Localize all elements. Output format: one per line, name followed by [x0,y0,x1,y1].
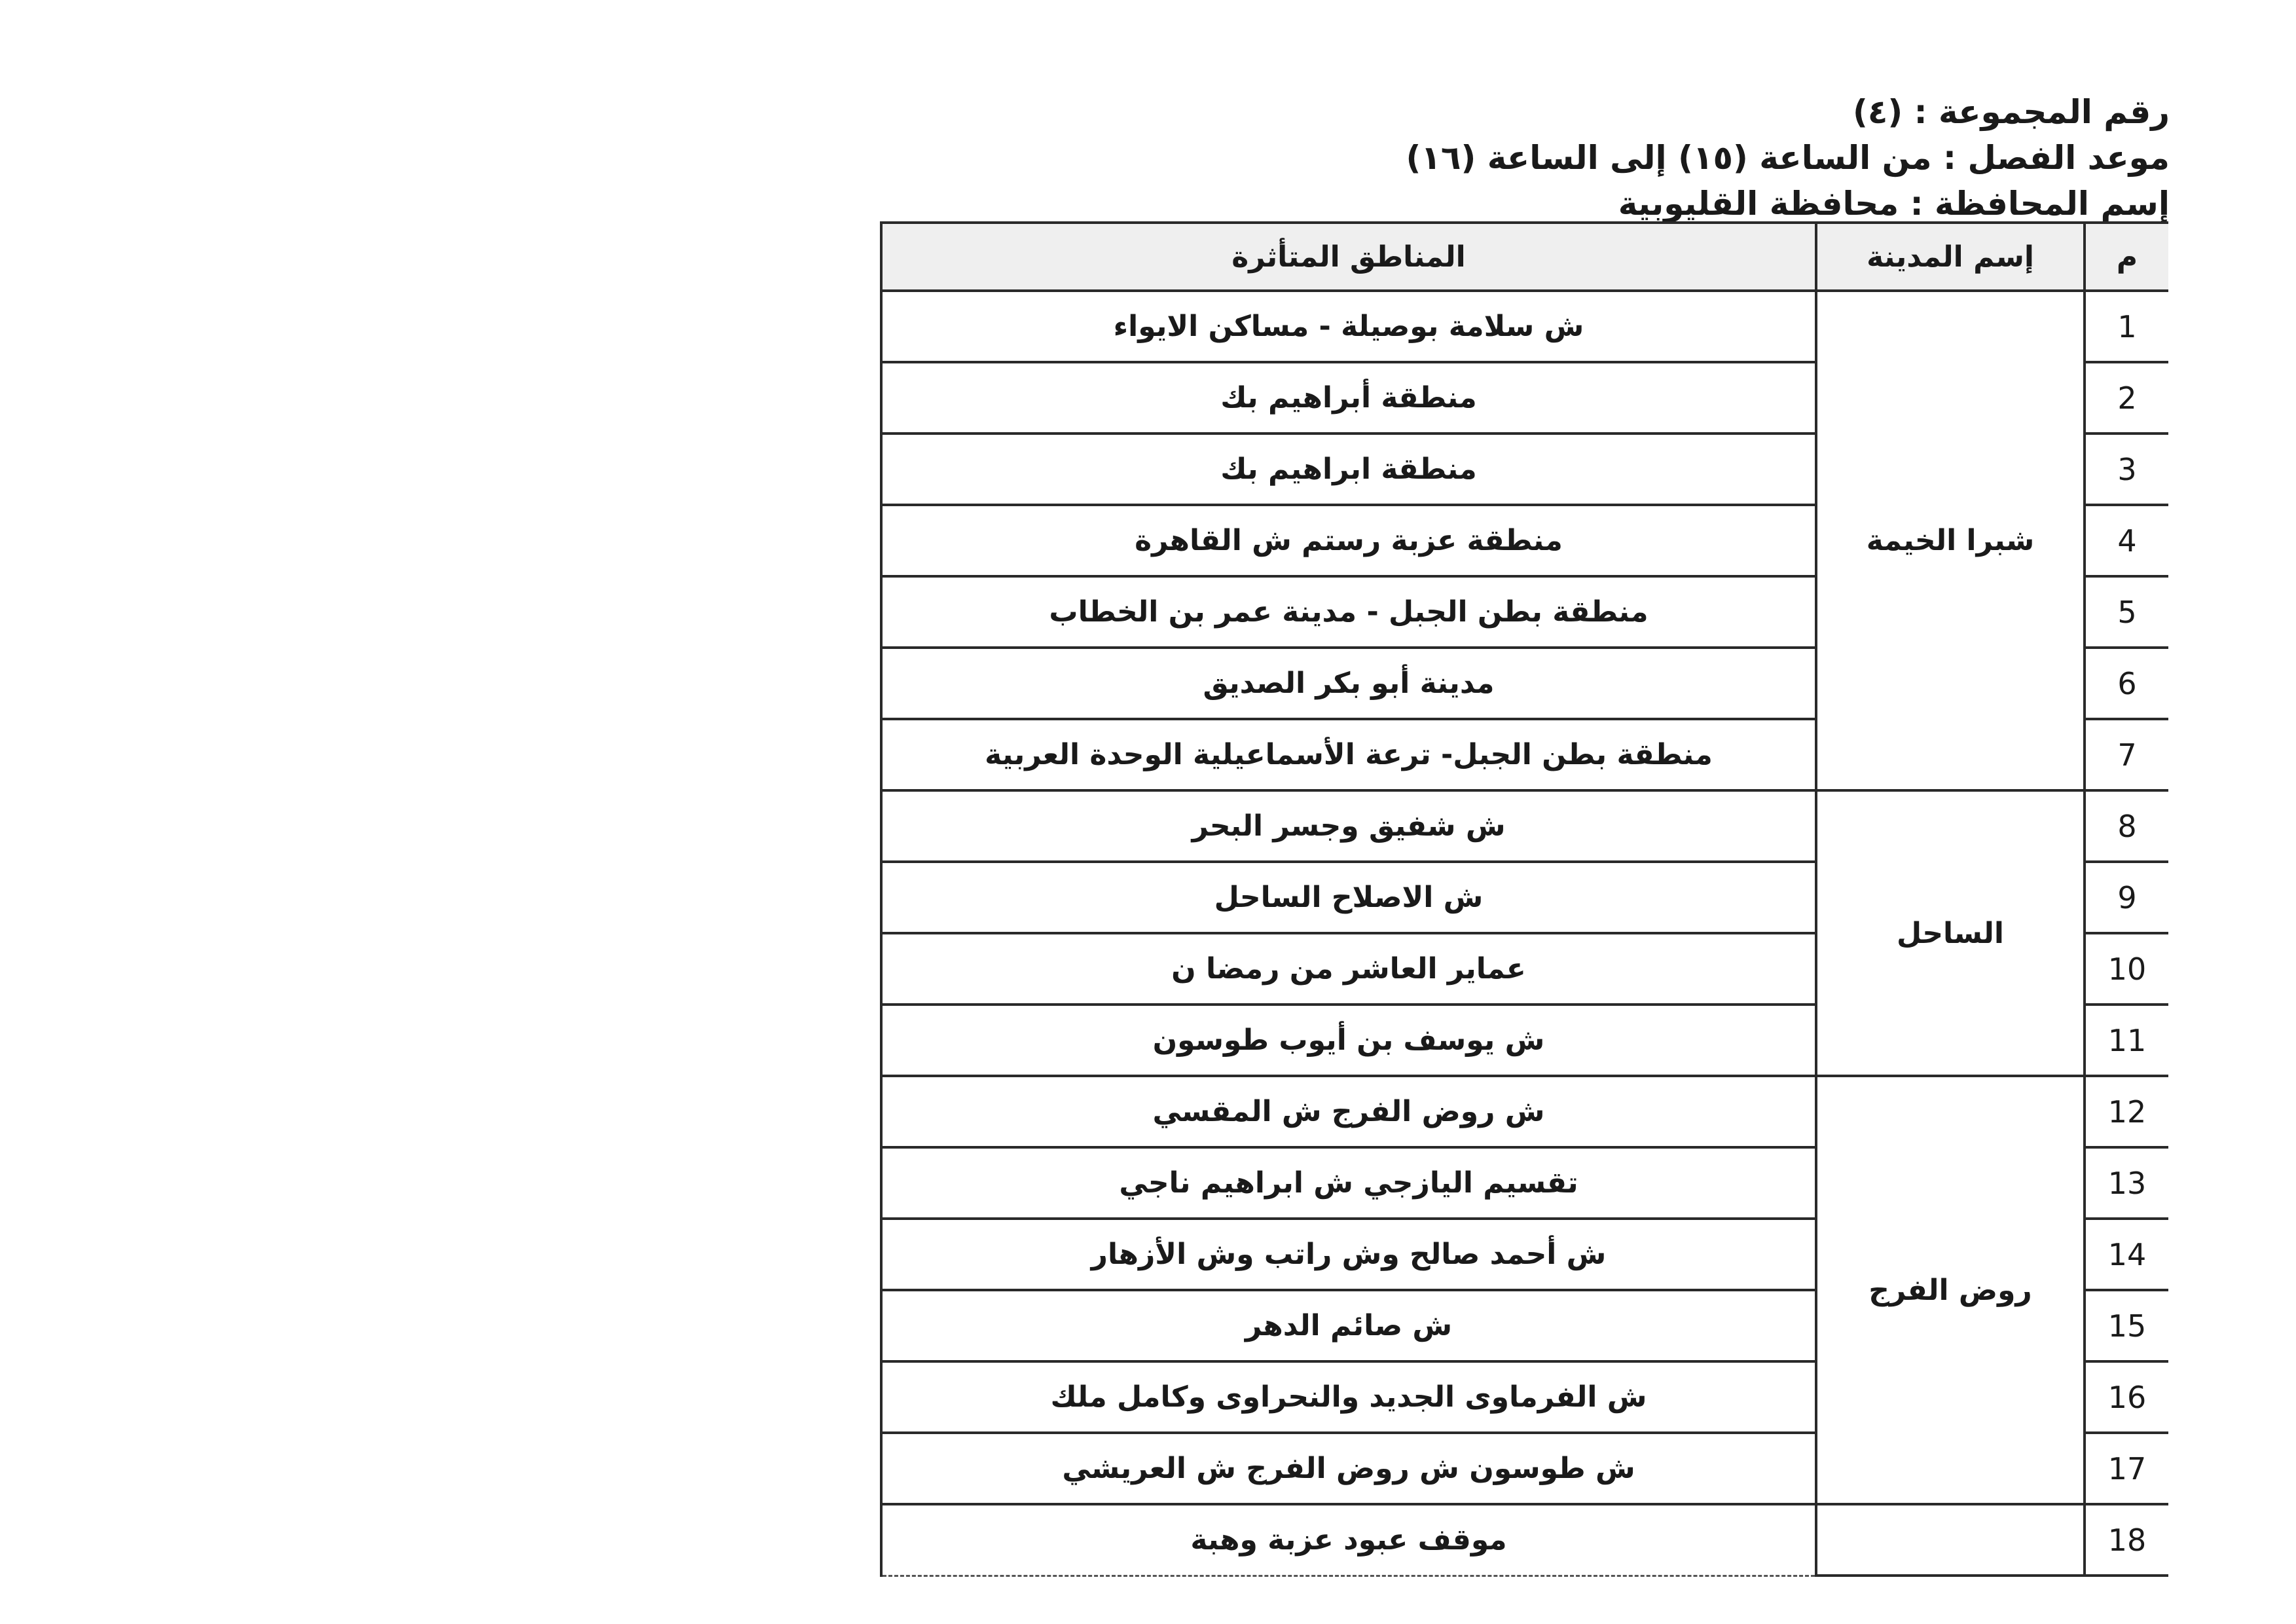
region-cell: منطقة بطن الجبل - مدينة عمر بن الخطاب [881,576,1816,648]
row-number: 18 [2085,1504,2168,1576]
column-header-city: إسم المدينة [1816,223,2085,291]
governorate-line: إسم المحافظة : محافظة القليوبية [1618,185,2170,223]
row-number: 5 [2085,576,2168,648]
column-header-regions: المناطق المتأثرة [881,223,1816,291]
region-cell: ش الاصلاح الساحل [881,862,1816,933]
row-number: 8 [2085,790,2168,862]
row-number: 3 [2085,434,2168,505]
city-cell: الساحل [1816,790,2085,1076]
row-number: 9 [2085,862,2168,933]
row-number: 2 [2085,362,2168,434]
city-cell: روض الفرج [1816,1076,2085,1504]
group-number-line: رقم المجموعة : (٤) [1852,93,2170,131]
row-number: 6 [2085,648,2168,719]
document-header [1406,89,2170,227]
table-row [881,1076,2168,1147]
row-number: 17 [2085,1433,2168,1504]
table-header-row [881,223,2168,291]
region-cell: موقف عبود عزبة وهبة [881,1504,1816,1576]
row-number: 1 [2085,291,2168,362]
table-row [881,1504,2168,1576]
city-cell: شبرا الخيمة [1816,291,2085,790]
region-cell: ش طوسون ش روض الفرج ش العريشي [881,1433,1816,1504]
region-cell: ش سلامة بوصيلة - مساكن الايواء [881,291,1816,362]
column-header-number: م [2085,223,2168,291]
region-cell: منطقة أبراهيم بك [881,362,1816,434]
region-cell: منطقة عزبة رستم ش القاهرة [881,505,1816,576]
row-number: 10 [2085,933,2168,1005]
region-cell: منطقة بطن الجبل- ترعة الأسماعيلية الوحدة العربية [881,719,1816,790]
region-cell: ش شفيق وجسر البحر [881,790,1816,862]
row-number: 11 [2085,1005,2168,1076]
row-number: 16 [2085,1361,2168,1433]
table-row [881,291,2168,362]
region-cell: ش روض الفرج ش المقسي [881,1076,1816,1147]
region-cell: ش يوسف بن أيوب طوسون [881,1005,1816,1076]
table-container [880,221,2168,1624]
affected-areas-table [880,221,2168,1577]
region-cell: تقسيم اليازجي ش ابراهيم ناجي [881,1147,1816,1219]
region-cell: ش أحمد صالح وش راتب وش الأزهار [881,1219,1816,1290]
region-cell: ش الفرماوى الجديد والنحراوى وكامل ملك [881,1361,1816,1433]
row-number: 14 [2085,1219,2168,1290]
region-cell: عماير العاشر من رمضا ن [881,933,1816,1005]
row-number: 12 [2085,1076,2168,1147]
region-cell: مدينة أبو بكر الصديق [881,648,1816,719]
region-cell: منطقة ابراهيم بك [881,434,1816,505]
row-number: 13 [2085,1147,2168,1219]
row-number: 15 [2085,1290,2168,1361]
table-row [881,790,2168,862]
row-number: 4 [2085,505,2168,576]
row-number: 7 [2085,719,2168,790]
outage-time-line: موعد الفصل : من الساعة (١٥) إلى الساعة (١٦) [1406,139,2170,177]
region-cell: ش صائم الدهر [881,1290,1816,1361]
city-cell [1816,1504,2085,1576]
